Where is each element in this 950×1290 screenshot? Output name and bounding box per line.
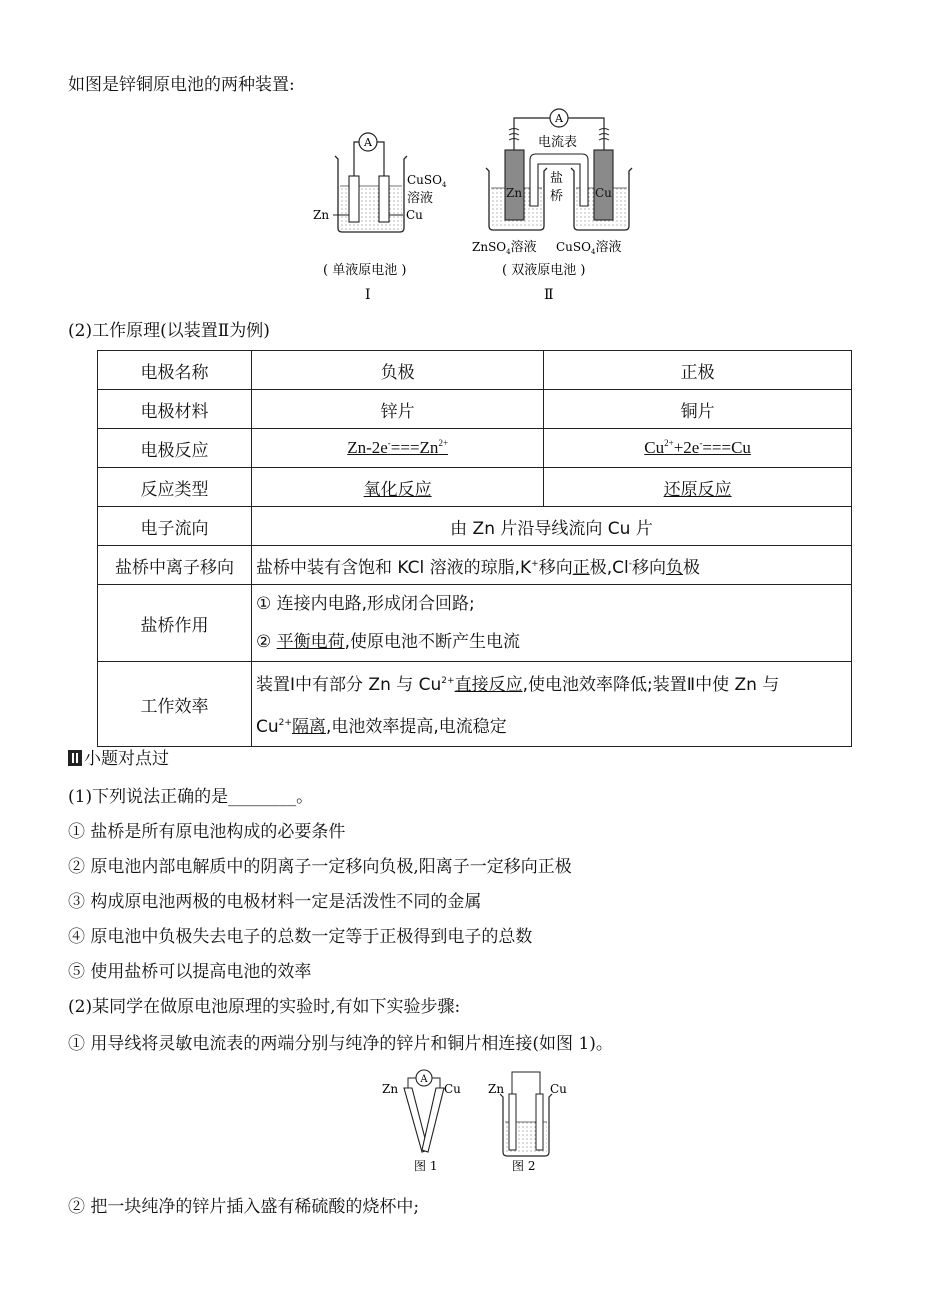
- table-cell: ① 连接内电路,形成闭合回路; ② 平衡电荷,使原电池不断产生电流: [252, 585, 852, 662]
- table-row: [98, 662, 852, 747]
- q1-option: ③ 构成原电池两极的电极材料一定是活泼性不同的金属: [68, 892, 482, 912]
- table-cell: [252, 429, 544, 468]
- section-title: (2)工作原理(以装置Ⅱ为例): [68, 321, 270, 341]
- cu-electrode: [379, 176, 389, 222]
- svg-text:Cu: Cu: [550, 1082, 567, 1096]
- table-cell: 铜片: [544, 390, 852, 429]
- zn-electrode: [505, 150, 524, 220]
- table-row: [98, 429, 852, 468]
- row-header: 盐桥中离子移向: [98, 546, 252, 585]
- table-cell: 负极: [252, 351, 544, 390]
- row-header: 反应类型: [98, 468, 252, 507]
- svg-text:电流表: 电流表: [538, 135, 578, 150]
- svg-text:A: A: [555, 112, 563, 125]
- table-row: [98, 390, 852, 429]
- row-header: 电极名称: [98, 351, 252, 390]
- svg-text:( 单液原电池 ): ( 单液原电池 ): [323, 263, 407, 278]
- row-header: 电子流向: [98, 507, 252, 546]
- row-header: 电极反应: [98, 429, 252, 468]
- q1-option: ⑤ 使用盐桥可以提高电池的效率: [68, 962, 312, 982]
- table-cell: 装置Ⅰ中有部分 Zn 与 $Cu^{2+}$直接反应,使电池效率降低;装置Ⅱ中使 Zn 与 $Cu^{2+}$隔离,电池效率提高,电流稳定: [252, 662, 852, 747]
- table-cell: 由 Zn 片沿导线流向 Cu 片: [252, 507, 852, 546]
- table-cell: 锌片: [252, 390, 544, 429]
- svg-text:Zn: Zn: [313, 208, 330, 222]
- figure-single-cell: [305, 128, 465, 313]
- svg-text:Cu: Cu: [406, 208, 423, 222]
- section-marker-icon: [68, 750, 82, 766]
- svg-text:桥: 桥: [550, 189, 564, 204]
- table-row: [98, 507, 852, 546]
- intro-text: 如图是锌铜原电池的两种装置:: [68, 75, 295, 95]
- svg-text:溶液: 溶液: [407, 191, 434, 206]
- svg-text:CuSO4溶液: CuSO$_4$溶液: [556, 240, 622, 256]
- table-cell: [544, 429, 852, 468]
- svg-text:Cu: Cu: [444, 1082, 461, 1096]
- q1-option: ② 原电池内部电解质中的阴离子一定移向负极,阳离子一定移向正极: [68, 857, 572, 877]
- table-cell: 氧化反应: [252, 468, 544, 507]
- svg-text:Zn: Zn: [382, 1082, 399, 1096]
- svg-text:图 1: 图 1: [414, 1159, 438, 1173]
- table-row: [98, 351, 852, 390]
- svg-text:Ⅱ: Ⅱ: [544, 287, 554, 303]
- cu-plate: [536, 1094, 543, 1150]
- svg-text:Cu: Cu: [595, 186, 612, 200]
- svg-text:Ⅰ: Ⅰ: [365, 287, 371, 303]
- q1-option: ④ 原电池中负极失去电子的总数一定等于正极得到电子的总数: [68, 927, 533, 947]
- practice-title: 小题对点过: [68, 744, 169, 769]
- q1-option: ① 盐桥是所有原电池构成的必要条件: [68, 822, 346, 842]
- zn-electrode: [349, 176, 359, 222]
- q2-prompt: (2)某同学在做原电池原理的实验时,有如下实验步骤:: [68, 997, 461, 1017]
- svg-text:Zn: Zn: [488, 1082, 505, 1096]
- svg-text:CuSO4: CuSO$_4$: [407, 173, 447, 189]
- svg-text:Zn: Zn: [506, 186, 523, 200]
- row-header: 工作效率: [98, 662, 252, 747]
- svg-text:( 双液原电池 ): ( 双液原电池 ): [502, 263, 586, 278]
- q2-step: ① 用导线将灵敏电流表的两端分别与纯净的锌片和铜片相连接(如图 1)。: [68, 1034, 613, 1054]
- cu-plate: [422, 1088, 444, 1152]
- svg-text:图 2: 图 2: [512, 1159, 536, 1173]
- row-header: 盐桥作用: [98, 585, 252, 662]
- table-row: [98, 468, 852, 507]
- cathode-equation: $Cu^{2+}+2e^-===Cu$: [644, 438, 751, 457]
- anode-equation: $Zn-2e^-===Zn^{2+}$: [347, 438, 449, 457]
- figure-experiment: [378, 1066, 578, 1181]
- figure-double-cell: [468, 108, 638, 313]
- svg-text:A: A: [364, 136, 372, 149]
- principle-table: [97, 350, 852, 747]
- table-cell: 盐桥中装有含饱和 KCl 溶液的琼脂,K+移向正极,Cl-移向负极: [252, 546, 852, 585]
- zn-plate: [509, 1094, 516, 1150]
- svg-text:A: A: [420, 1074, 428, 1085]
- row-header: 电极材料: [98, 390, 252, 429]
- q1-prompt: (1)下列说法正确的是________。: [68, 787, 314, 807]
- cu-electrode: [594, 150, 613, 220]
- table-cell: 还原反应: [544, 468, 852, 507]
- table-row: [98, 546, 852, 585]
- table-row: [98, 585, 852, 662]
- svg-text:ZnSO4溶液: ZnSO$_4$溶液: [472, 240, 537, 256]
- table-cell: 正极: [544, 351, 852, 390]
- svg-text:盐: 盐: [550, 171, 564, 186]
- q2-step: ② 把一块纯净的锌片插入盛有稀硫酸的烧杯中;: [68, 1197, 420, 1217]
